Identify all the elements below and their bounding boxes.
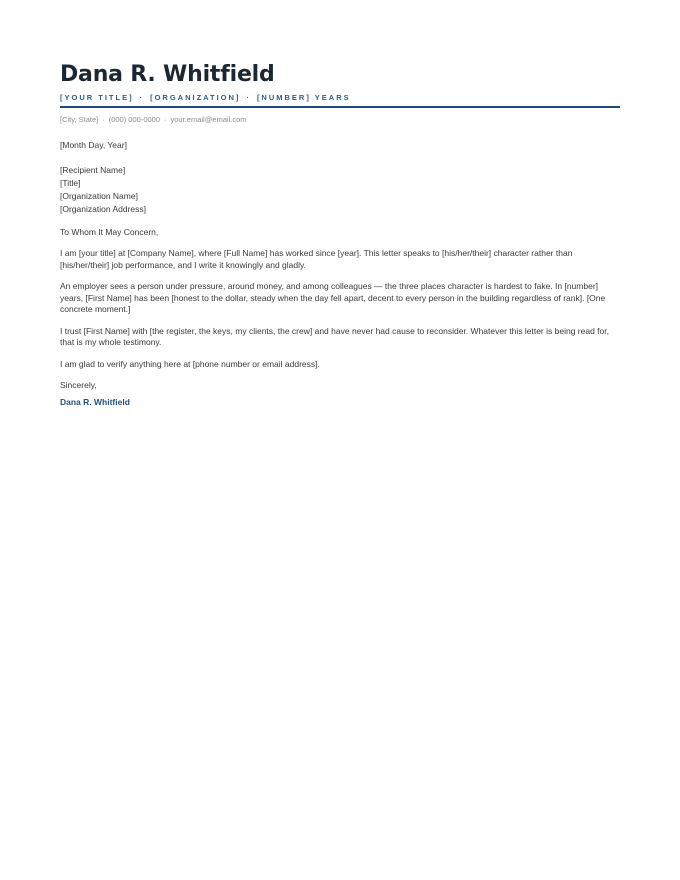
contact-separator: · <box>164 115 167 124</box>
contact-email: your.email@email.com <box>170 115 247 124</box>
body-paragraph: I trust [First Name] with [the register, the keys, my clients, the crew] and have never had cause to reconsider. Whatever this letter is being read for, that is my whole testimony. <box>60 325 609 347</box>
contact-phone: (000) 000-0000 <box>108 115 161 124</box>
sender-years: [NUMBER] YEARS <box>256 93 351 102</box>
closing: Sincerely, <box>60 380 97 390</box>
sender-contact <box>60 115 620 125</box>
header-divider <box>60 106 620 108</box>
signature-name: Dana R. Whitfield <box>60 396 130 407</box>
recipient-block <box>60 164 620 216</box>
recipient-name: [Recipient Name] <box>60 164 126 175</box>
recipient-organization: [Organization Name] <box>60 190 138 201</box>
contact-separator: · <box>102 115 105 124</box>
salutation: To Whom It May Concern, <box>60 226 159 237</box>
recipient-title: [Title] <box>60 177 81 188</box>
body-paragraph: I am glad to verify anything here at [phone number or email address]. <box>60 358 320 369</box>
recipient-address: [Organization Address] <box>60 203 146 214</box>
subtitle-separator: · <box>139 93 145 102</box>
sender-subtitle <box>60 93 620 103</box>
body-paragraph: An employer sees a person under pressure, around money, and among colleagues — the three places character is hardest to fake. In [number] years, [First Name] has been [honest to the dollar, steady when the day fell apart, decent to every person in the building regardless of rank]. [One concrete moment.] <box>60 281 606 314</box>
subtitle-separator: · <box>246 93 251 102</box>
sender-organization: [ORGANIZATION] <box>150 93 241 102</box>
letter-date: [Month Day, Year] <box>60 140 127 150</box>
sender-name: Dana R. Whitfield <box>60 62 275 87</box>
body-paragraph: I am [your title] at [Company Name], where [Full Name] has worked since [year]. This letter speaks to [his/her/their] character rather than [his/her/their] job performance, and I write it knowingly and gladly. <box>60 248 573 270</box>
sender-title: [YOUR TITLE] <box>60 93 134 102</box>
contact-location: [City, State] <box>60 115 99 124</box>
